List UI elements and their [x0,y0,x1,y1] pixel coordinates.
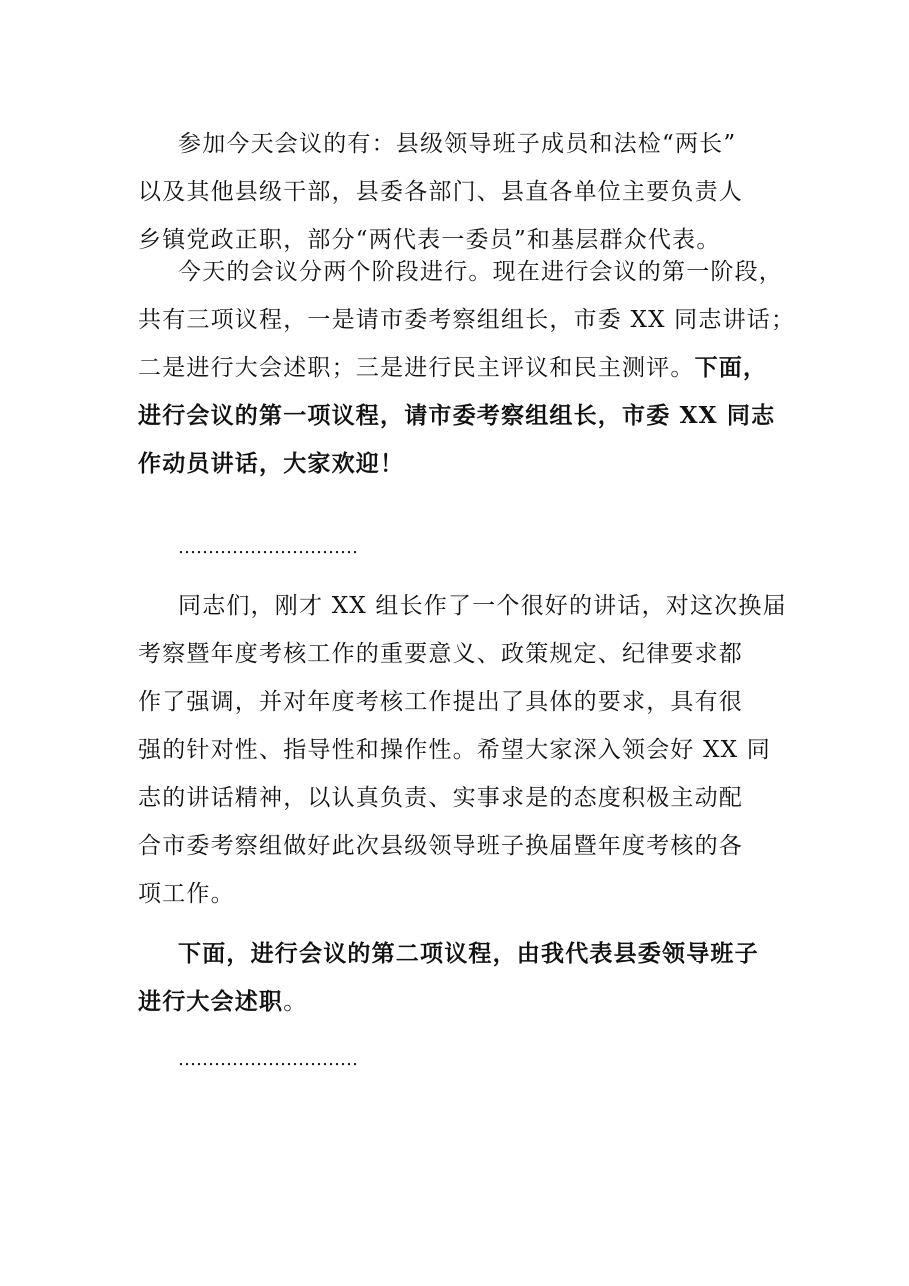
text-line-bold: 下面， [694,354,768,381]
text-line: 共有三项议程，一是请市委考察组组长，市委 XX 同志讲话； [138,307,796,333]
ellipsis-text: ………………………… [178,537,358,558]
ellipsis-separator-1 [138,524,778,572]
text-line-mixed [138,344,778,392]
text-line: 作了强调，并对年度考核工作提出了具体的要求，具有很 [138,689,743,715]
text-line-bold: 下面，进行会议的第二项议程，由我代表县委领导班子 [178,940,759,967]
text-line-bold: 进行大会述职 [138,988,284,1015]
text-line: 参加今天会议的有：县级领导班子成员和法检“两长” [178,131,737,157]
text-line: 志的讲话精神，以认真负责、实事求是的态度积极主动配 [138,785,743,811]
text-line: 乡镇党政正职，部分“两代表一委员”和基层群众代表。 [138,227,721,253]
text-line: 同志们，刚才 XX 组长作了一个很好的讲话，对这次换届 [178,593,787,619]
text-line-bold: 作动员讲话，大家欢迎！ [138,450,405,477]
ellipsis-separator-2 [138,1036,778,1084]
text-line: 考察暨年度考核工作的重要意义、政策规定、纪律要求都 [138,641,743,667]
text-line: 项工作。 [138,881,235,907]
ellipsis-text: ………………………… [178,1049,358,1070]
paragraph-agenda [138,248,796,488]
paragraph-attendees [138,120,778,264]
text-line-mixed [138,978,778,1026]
text-line-normal: 。 [283,989,308,1015]
text-line: 以及其他县级干部，县委各部门、县直各单位主要负责人 [138,179,743,205]
text-line: 今天的会议分两个阶段进行。现在进行会议的第一阶段， [178,259,783,285]
paragraph-second-agenda [138,930,778,1026]
text-line-bold: 进行会议的第一项议程，请市委考察组组长，市委 XX 同志 [138,402,776,429]
text-line-normal: 二是进行大会述职；三是进行民主评议和民主测评。 [138,355,695,381]
text-line: 强的针对性、指导性和操作性。希望大家深入领会好 XX 同 [138,737,771,763]
text-line: 合市委考察组做好此次县级领导班子换届暨年度考核的各 [138,833,743,859]
paragraph-remarks [138,582,787,918]
